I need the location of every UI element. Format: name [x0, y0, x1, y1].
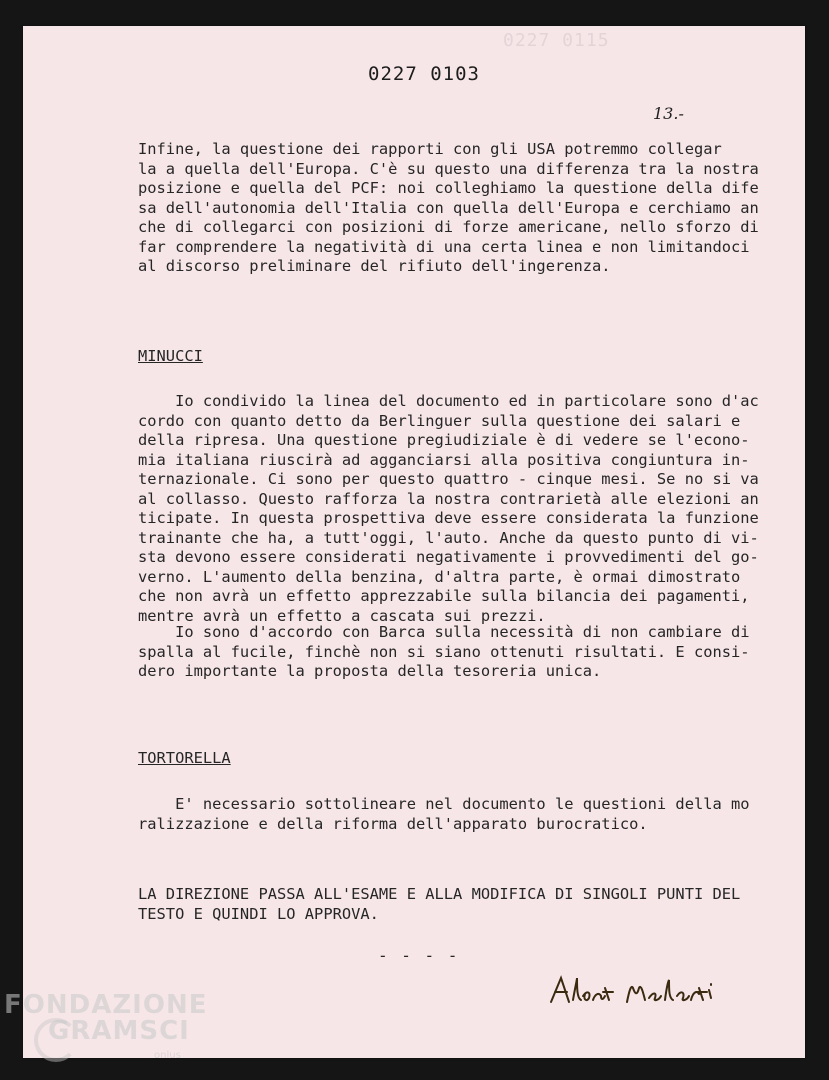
watermark-line-1: FONDAZIONE [4, 990, 208, 1020]
watermark-line-2: GRAMSCI [48, 1016, 190, 1046]
speaker-heading-tortorella: TORTORELLA [138, 749, 231, 767]
intro-paragraph: Infine, la questione dei rapporti con gli USA potremmo collegar la a quella dell'Europa. C'è su questo una differenza tra la nostra posizione e quella del PCF: noi colleghiamo la questione della dife sa dell'autonomia dell'Italia con quella dell'Europa e cerchiamo an che di collegarci con posizioni di forze americane, nello sforzo di far comprendere la negatività di una certa linea e non limitandoci al discorso preliminare del rifiuto dell'ingerenza. [138, 140, 759, 275]
closing-statement: LA DIREZIONE PASSA ALL'ESAME E ALLA MODIFICA DI SINGOLI PUNTI DEL TESTO E QUINDI LO APPROVA. [138, 885, 741, 923]
document-page [23, 26, 805, 1058]
bleed-through-text: 0227 0115 [503, 30, 610, 51]
minucci-paragraph-1: Io condivido la linea del documento ed in particolare sono d'ac cordo con quanto detto da Berlinguer sulla questione dei salari e della ripresa. Una questione pregiudiziale è di vedere se l'econo- mia italiana riuscirà ad agganciarsi alla positiva congiuntura in- ternazionale. Ci sono per questo quattro - cinque mesi. Se no si va al collasso. Questo rafforza la nostra contrarietà alle elezioni an ticipate. In questa prospettiva deve essere considerata la funzione trainante che ha, a tutt'oggi, l'auto. Anche da questo punto di vi- sta devono essere considerati negativamente i provvedimenti del go- verno. L'aumento della benzina, d'altra parte, è ormai dimostrato che non avrà un effetto apprezzabile sulla bilancia dei pagamenti, mentre avrà un effetto a cascata sui prezzi. [138, 392, 759, 625]
handwritten-signature [543, 970, 733, 1010]
watermark-suffix: onlus [154, 1050, 181, 1061]
minucci-paragraph-2: Io sono d'accordo con Barca sulla necessità di non cambiare di spalla al fucile, finchè non si siano ottenuti risultati. E consi- dero importante la proposta della tesoreria unica. [138, 623, 750, 680]
speaker-heading-minucci: MINUCCI [138, 347, 203, 365]
logo-circle-icon [34, 1018, 78, 1062]
section-divider: - - - - [378, 946, 460, 965]
tortorella-paragraph: E' necessario sottolineare nel documento le questioni della mo ralizzazione e della riforma dell'apparato burocratico. [138, 795, 750, 833]
page-number: 13.- [653, 104, 684, 123]
fondazione-gramsci-watermark [4, 990, 208, 1061]
document-number: 0227 0103 [368, 63, 480, 85]
